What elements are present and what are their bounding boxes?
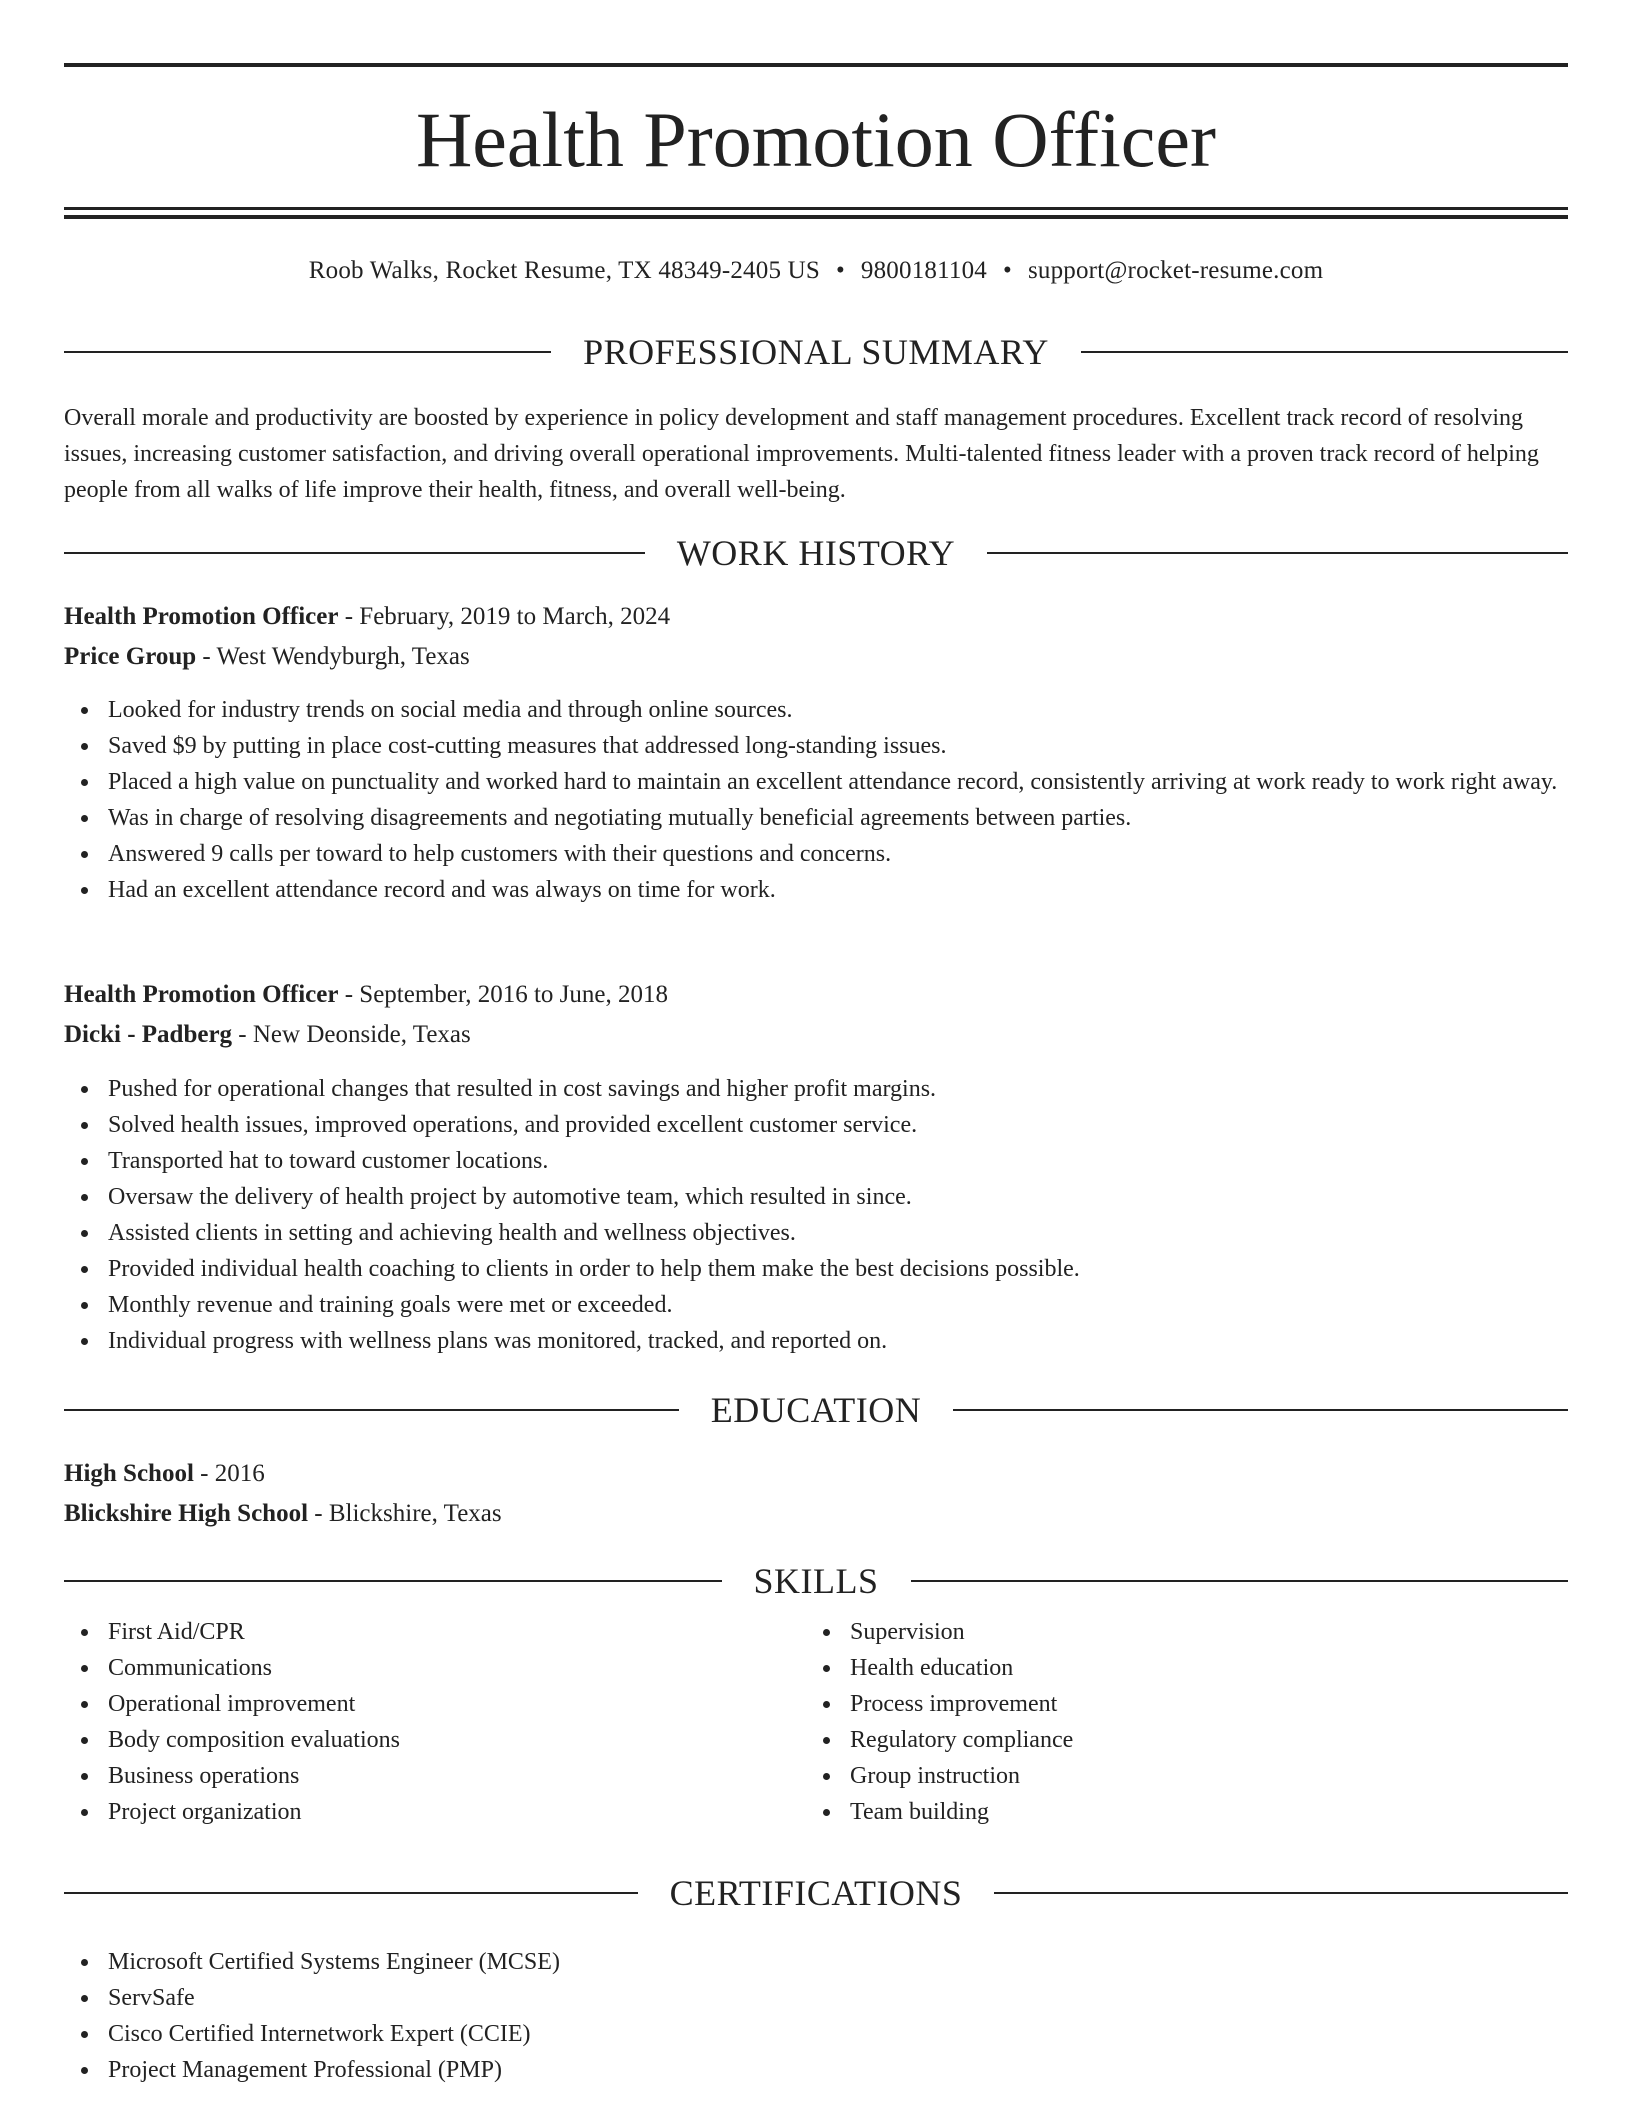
skill-item: Communications bbox=[64, 1650, 764, 1686]
job-company-line bbox=[64, 639, 470, 675]
skill-item: First Aid/CPR bbox=[64, 1614, 764, 1650]
section-rule bbox=[64, 552, 645, 554]
list-item: Transported hat to toward customer locations. bbox=[64, 1143, 1568, 1179]
certification-item: Microsoft Certified Systems Engineer (MCSE) bbox=[64, 1944, 1568, 1980]
list-item: Solved health issues, improved operations, and provided excellent customer service. bbox=[64, 1107, 1568, 1143]
summary-paragraph: Overall morale and productivity are boosted by experience in policy development and staff management procedures. Excellent track record of resolving issues, increasing customer satisfaction, and driving overall operational improvements. Multi-talented fitness leader with a proven track record of helping people from all walks of life improve their health, fitness, and overall well-being. bbox=[64, 405, 1539, 503]
header-rule-top bbox=[64, 63, 1568, 67]
contact-email: support@rocket-resume.com bbox=[1027, 257, 1324, 284]
skill-item: Business operations bbox=[64, 1758, 764, 1794]
section-rule bbox=[911, 1580, 1569, 1582]
education-degree: High School bbox=[64, 1460, 194, 1487]
list-item: Was in charge of resolving disagreements and negotiating mutually beneficial agreements between parties. bbox=[64, 800, 1568, 836]
section-title: EDUCATION bbox=[710, 1390, 922, 1430]
section-heading-work bbox=[64, 531, 1568, 575]
job-dates: - February, 2019 to March, 2024 bbox=[338, 603, 671, 630]
contact-line bbox=[64, 254, 1568, 288]
skill-item: Health education bbox=[806, 1650, 1506, 1686]
list-item: Individual progress with wellness plans was monitored, tracked, and reported on. bbox=[64, 1323, 1568, 1359]
job-location: - West Wendyburgh, Texas bbox=[196, 643, 470, 670]
certification-item: ServSafe bbox=[64, 1980, 1568, 2016]
list-item: Placed a high value on punctuality and worked hard to maintain an excellent attendance record, consistently arriving at work ready to work right away. bbox=[64, 764, 1568, 800]
list-item: Pushed for operational changes that resulted in cost savings and higher profit margins. bbox=[64, 1071, 1568, 1107]
header-rule-bottom bbox=[64, 207, 1568, 210]
job-company-line bbox=[64, 1017, 471, 1053]
list-item: Monthly revenue and training goals were met or exceeded. bbox=[64, 1287, 1568, 1323]
list-item: Provided individual health coaching to clients in order to help them make the best decisions possible. bbox=[64, 1251, 1568, 1287]
section-rule bbox=[994, 1892, 1568, 1894]
job-company: Price Group bbox=[64, 643, 197, 670]
job-company: Dicki - Padberg bbox=[64, 1021, 233, 1048]
resume-page bbox=[64, 0, 1568, 2112]
section-title: CERTIFICATIONS bbox=[669, 1873, 963, 1913]
job-title: Health Promotion Officer bbox=[64, 981, 339, 1008]
education-school: Blickshire High School bbox=[64, 1500, 309, 1527]
section-heading-summary bbox=[64, 330, 1568, 374]
section-rule bbox=[987, 552, 1568, 554]
header-rule-bottom-thick bbox=[64, 215, 1568, 219]
education-school-line bbox=[64, 1496, 502, 1532]
skill-item: Regulatory compliance bbox=[806, 1722, 1506, 1758]
list-item: Saved $9 by putting in place cost-cutting measures that addressed long-standing issues. bbox=[64, 728, 1568, 764]
job-title-line bbox=[64, 599, 670, 635]
skills-list-left bbox=[64, 1614, 764, 1830]
skill-item: Project organization bbox=[64, 1794, 764, 1830]
skill-item: Supervision bbox=[806, 1614, 1506, 1650]
job-bullet-list bbox=[64, 1071, 1568, 1359]
list-item: Looked for industry trends on social media and through online sources. bbox=[64, 692, 1568, 728]
skill-item: Process improvement bbox=[806, 1686, 1506, 1722]
section-title: PROFESSIONAL SUMMARY bbox=[583, 332, 1049, 372]
job-title: Health Promotion Officer bbox=[64, 603, 339, 630]
education-year: - 2016 bbox=[193, 1460, 265, 1487]
list-item: Assisted clients in setting and achieving health and wellness objectives. bbox=[64, 1215, 1568, 1251]
section-rule bbox=[64, 1409, 679, 1411]
contact-phone: 9800181104 bbox=[860, 257, 987, 284]
skill-item: Body composition evaluations bbox=[64, 1722, 764, 1758]
resume-title: Health Promotion Officer bbox=[415, 96, 1217, 183]
section-heading-education bbox=[64, 1388, 1568, 1432]
skill-item: Team building bbox=[806, 1794, 1506, 1830]
skills-list-right bbox=[806, 1614, 1506, 1830]
education-location: - Blickshire, Texas bbox=[308, 1500, 502, 1527]
job-location: - New Deonside, Texas bbox=[232, 1021, 471, 1048]
skill-item: Group instruction bbox=[806, 1758, 1506, 1794]
skill-item: Operational improvement bbox=[64, 1686, 764, 1722]
list-item: Answered 9 calls per toward to help customers with their questions and concerns. bbox=[64, 836, 1568, 872]
section-rule bbox=[64, 351, 551, 353]
section-title: SKILLS bbox=[753, 1561, 879, 1601]
contact-separator: • bbox=[835, 257, 845, 284]
section-rule bbox=[64, 1580, 722, 1582]
job-title-line bbox=[64, 977, 668, 1013]
certification-item: Cisco Certified Internetwork Expert (CCIE) bbox=[64, 2016, 1568, 2052]
contact-address: Roob Walks, Rocket Resume, TX 48349-2405 US bbox=[308, 257, 820, 284]
section-heading-certifications bbox=[64, 1871, 1568, 1915]
section-heading-skills bbox=[64, 1559, 1568, 1603]
section-rule bbox=[64, 1892, 638, 1894]
list-item: Oversaw the delivery of health project by automotive team, which resulted in since. bbox=[64, 1179, 1568, 1215]
education-degree-line bbox=[64, 1456, 265, 1492]
job-bullet-list bbox=[64, 692, 1568, 908]
section-title: WORK HISTORY bbox=[676, 533, 956, 573]
section-rule bbox=[953, 1409, 1568, 1411]
certification-item: Project Management Professional (PMP) bbox=[64, 2052, 1568, 2088]
certifications-list bbox=[64, 1944, 1568, 2088]
job-dates: - September, 2016 to June, 2018 bbox=[338, 981, 668, 1008]
list-item: Had an excellent attendance record and was always on time for work. bbox=[64, 872, 1568, 908]
section-rule bbox=[1081, 351, 1568, 353]
contact-separator: • bbox=[1002, 257, 1012, 284]
